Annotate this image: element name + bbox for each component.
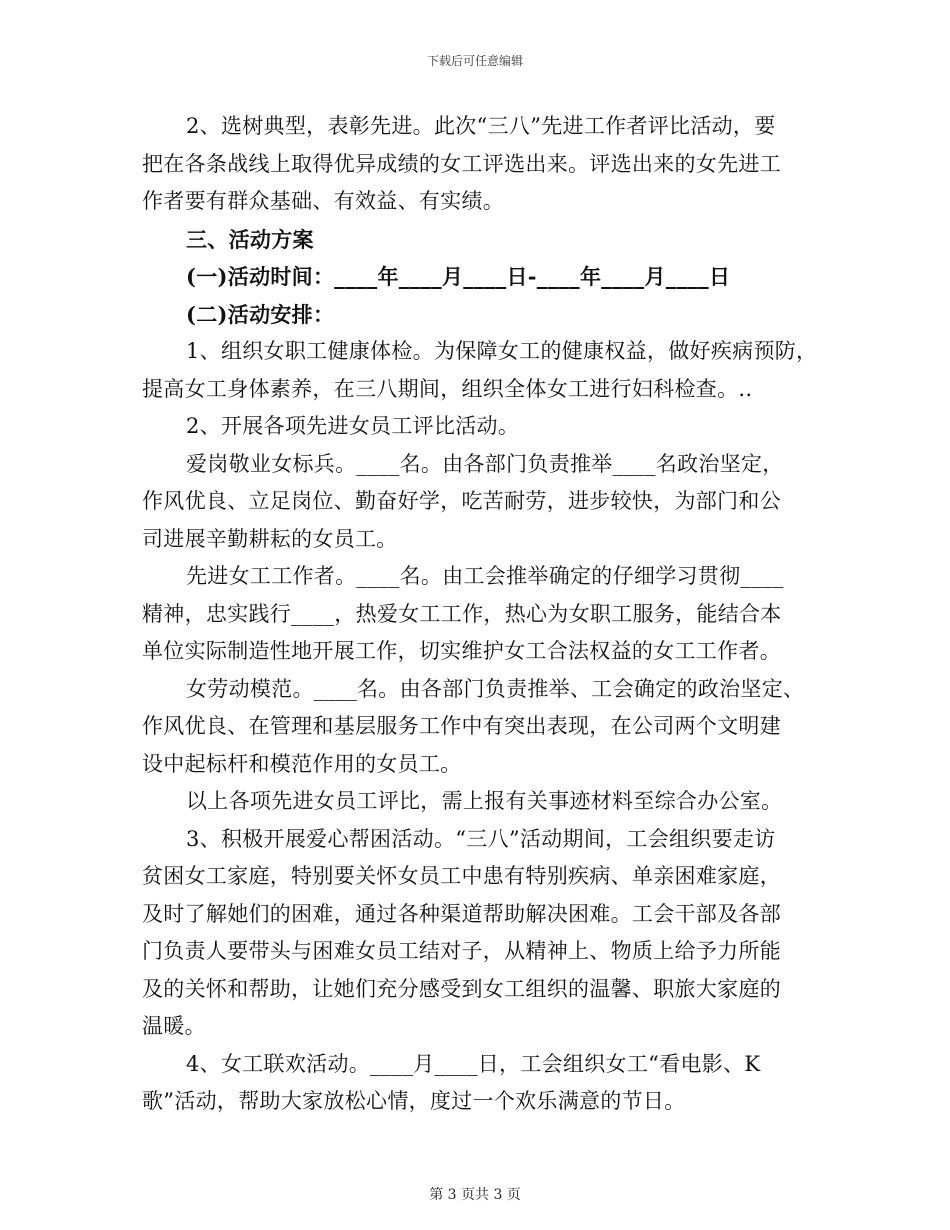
section-heading: 三、活动方案 xyxy=(186,226,314,252)
paragraph-line: 2、开展各项先进女员工评比活动。 xyxy=(186,414,520,438)
paragraph-line: 以上各项先进女员工评比，需上报有关事迹材料至综合办公室。 xyxy=(186,789,783,813)
paragraph-line: 歌”活动，帮助大家放松心情，度过一个欢乐满意的节日。 xyxy=(142,1089,686,1113)
paragraph-line: 作风优良、立足岗位、勤奋好学，吃苦耐劳，进步较快，为部门和公 xyxy=(142,489,781,513)
paragraph-line: 把在各条战线上取得优异成绩的女工评选出来。评选出来的女先进工 xyxy=(142,151,781,176)
paragraph-line: 及的关怀和帮助，让她们充分感受到女工组织的温馨、职旅大家庭的 xyxy=(142,976,781,1001)
paragraph-line: 2、选树典型，表彰先进。此次“三八”先进工作者评比活动，要 xyxy=(186,114,776,138)
paragraph-line: 门负责人要带头与困难女员工结对子，从精神上、物质上给予力所能 xyxy=(142,939,781,963)
paragraph-line: 司进展辛勤耕耘的女员工。 xyxy=(142,526,398,551)
paragraph-line: 及时了解她们的困难，通过各种渠道帮助解决困难。工会干部及各部 xyxy=(142,901,781,926)
paragraph-line: 提高女工身体素养，在三八期间，组织全体女工进行妇科检查。.. xyxy=(142,376,753,401)
paragraph-line: 4、女工联欢活动。____月____日，工会组织女工“看电影、K xyxy=(186,1051,761,1076)
paragraph-line: 单位实际制造性地开展工作，切实维护女工合法权益的女工工作者。 xyxy=(142,639,781,663)
paragraph-line: 3、积极开展爱心帮困活动。“三八”活动期间，工会组织要走访 xyxy=(186,826,776,851)
paragraph-line: 设中起标杆和模范作用的女员工。 xyxy=(142,751,462,776)
paragraph-line: 作风优良、在管理和基层服务工作中有突出表现，在公司两个文明建 xyxy=(142,714,781,738)
subsection-heading-time: (一)活动时间：____年____月____日-____年____月____日 xyxy=(186,264,731,289)
subsection-heading-arrangement: (二)活动安排： xyxy=(186,301,335,327)
paragraph-line: 贫困女工家庭，特别要关怀女员工中患有特别疾病、单亲困难家庭， xyxy=(142,864,781,888)
paragraph-line: 作者要有群众基础、有效益、有实绩。 xyxy=(142,189,505,213)
paragraph-line: 爱岗敬业女标兵。____名。由各部门负责推举____名政治坚定， xyxy=(186,451,784,476)
document-body xyxy=(142,108,822,1121)
paragraph-line: 先进女工工作者。____名。由工会推举确定的仔细学习贯彻____ xyxy=(186,564,784,588)
page-header: 下载后可任意编辑 xyxy=(426,54,523,68)
paragraph-line: 女劳动模范。____名。由各部门负责推举、工会确定的政治坚定、 xyxy=(186,676,805,701)
page-footer: 第 3 页共 3 页 xyxy=(429,1187,521,1203)
paragraph-line: 精神，忠实践行____，热爱女工工作，热心为女职工服务，能结合本 xyxy=(142,601,782,626)
paragraph-line: 温暖。 xyxy=(142,1014,206,1038)
paragraph-line: 1、组织女职工健康体检。为保障女工的健康权益，做好疾病预防， xyxy=(186,339,818,363)
